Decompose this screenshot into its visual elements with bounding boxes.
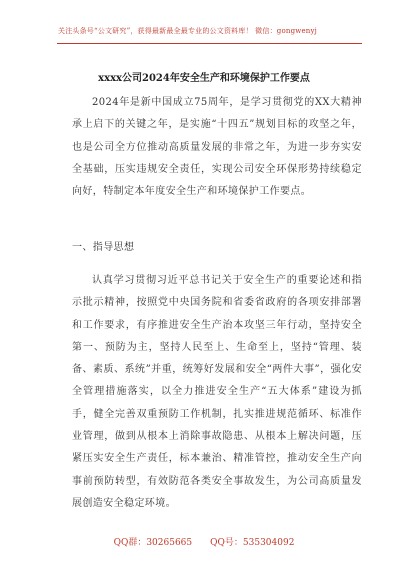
header-banner: 关注头条号“公文研究”，获得最新最全最专业的公文资料库！ 微信：gongwenyj <box>58 27 318 35</box>
footer-qq-group: QQ群：30265665 <box>113 538 193 548</box>
section-heading: 一、指导思想 <box>72 242 135 253</box>
header-divider <box>57 43 362 44</box>
document-title: xxxx公司2024年安全生产和环境保护工作要点 <box>98 73 310 84</box>
footer-qq: QQ号：535304092 <box>210 538 295 548</box>
footer-contact <box>0 535 408 548</box>
intro-paragraph: 2024年是新中国成立75周年，是学习贯彻党的XX大精神承上启下的关键之年，是实施“十四五”规划目标的攻坚之年，也是公司全方位推动高质量发展的非常之年，为进一步夯实安全基础，压实违规安全责任，实现公司安全环保形势持续稳定向好，特制定本年度安全生产和环境保护工作要点。 <box>72 97 362 198</box>
section-paragraph: 认真学习贯彻习近平总书记关于安全生产的重要论述和指示批示精神，按照党中央国务院和省委省政府的各项安排部署和工作要求，有序推进安全生产治本攻坚三年行动，坚持安全第一、预防为主，坚持人民至上、生命至上，坚持“管理、装备、素质、系统”并重，统筹好发展和安全“两件大事”，强化安全管理措施落实，以全力推进安全生产“五大体系”建设为抓手，健全完善双重预防工作机制，扎实推进规范循环、标准作业管理，做到从根本上消除事故隐患、从根本上解决问题，压紧压实安全生产责任，标本兼治、精准管控，推动安全生产向事前预防转型，有效防范各类安全事故发生，为公司高质量发展创造安全稳定环境。 <box>72 275 362 509</box>
